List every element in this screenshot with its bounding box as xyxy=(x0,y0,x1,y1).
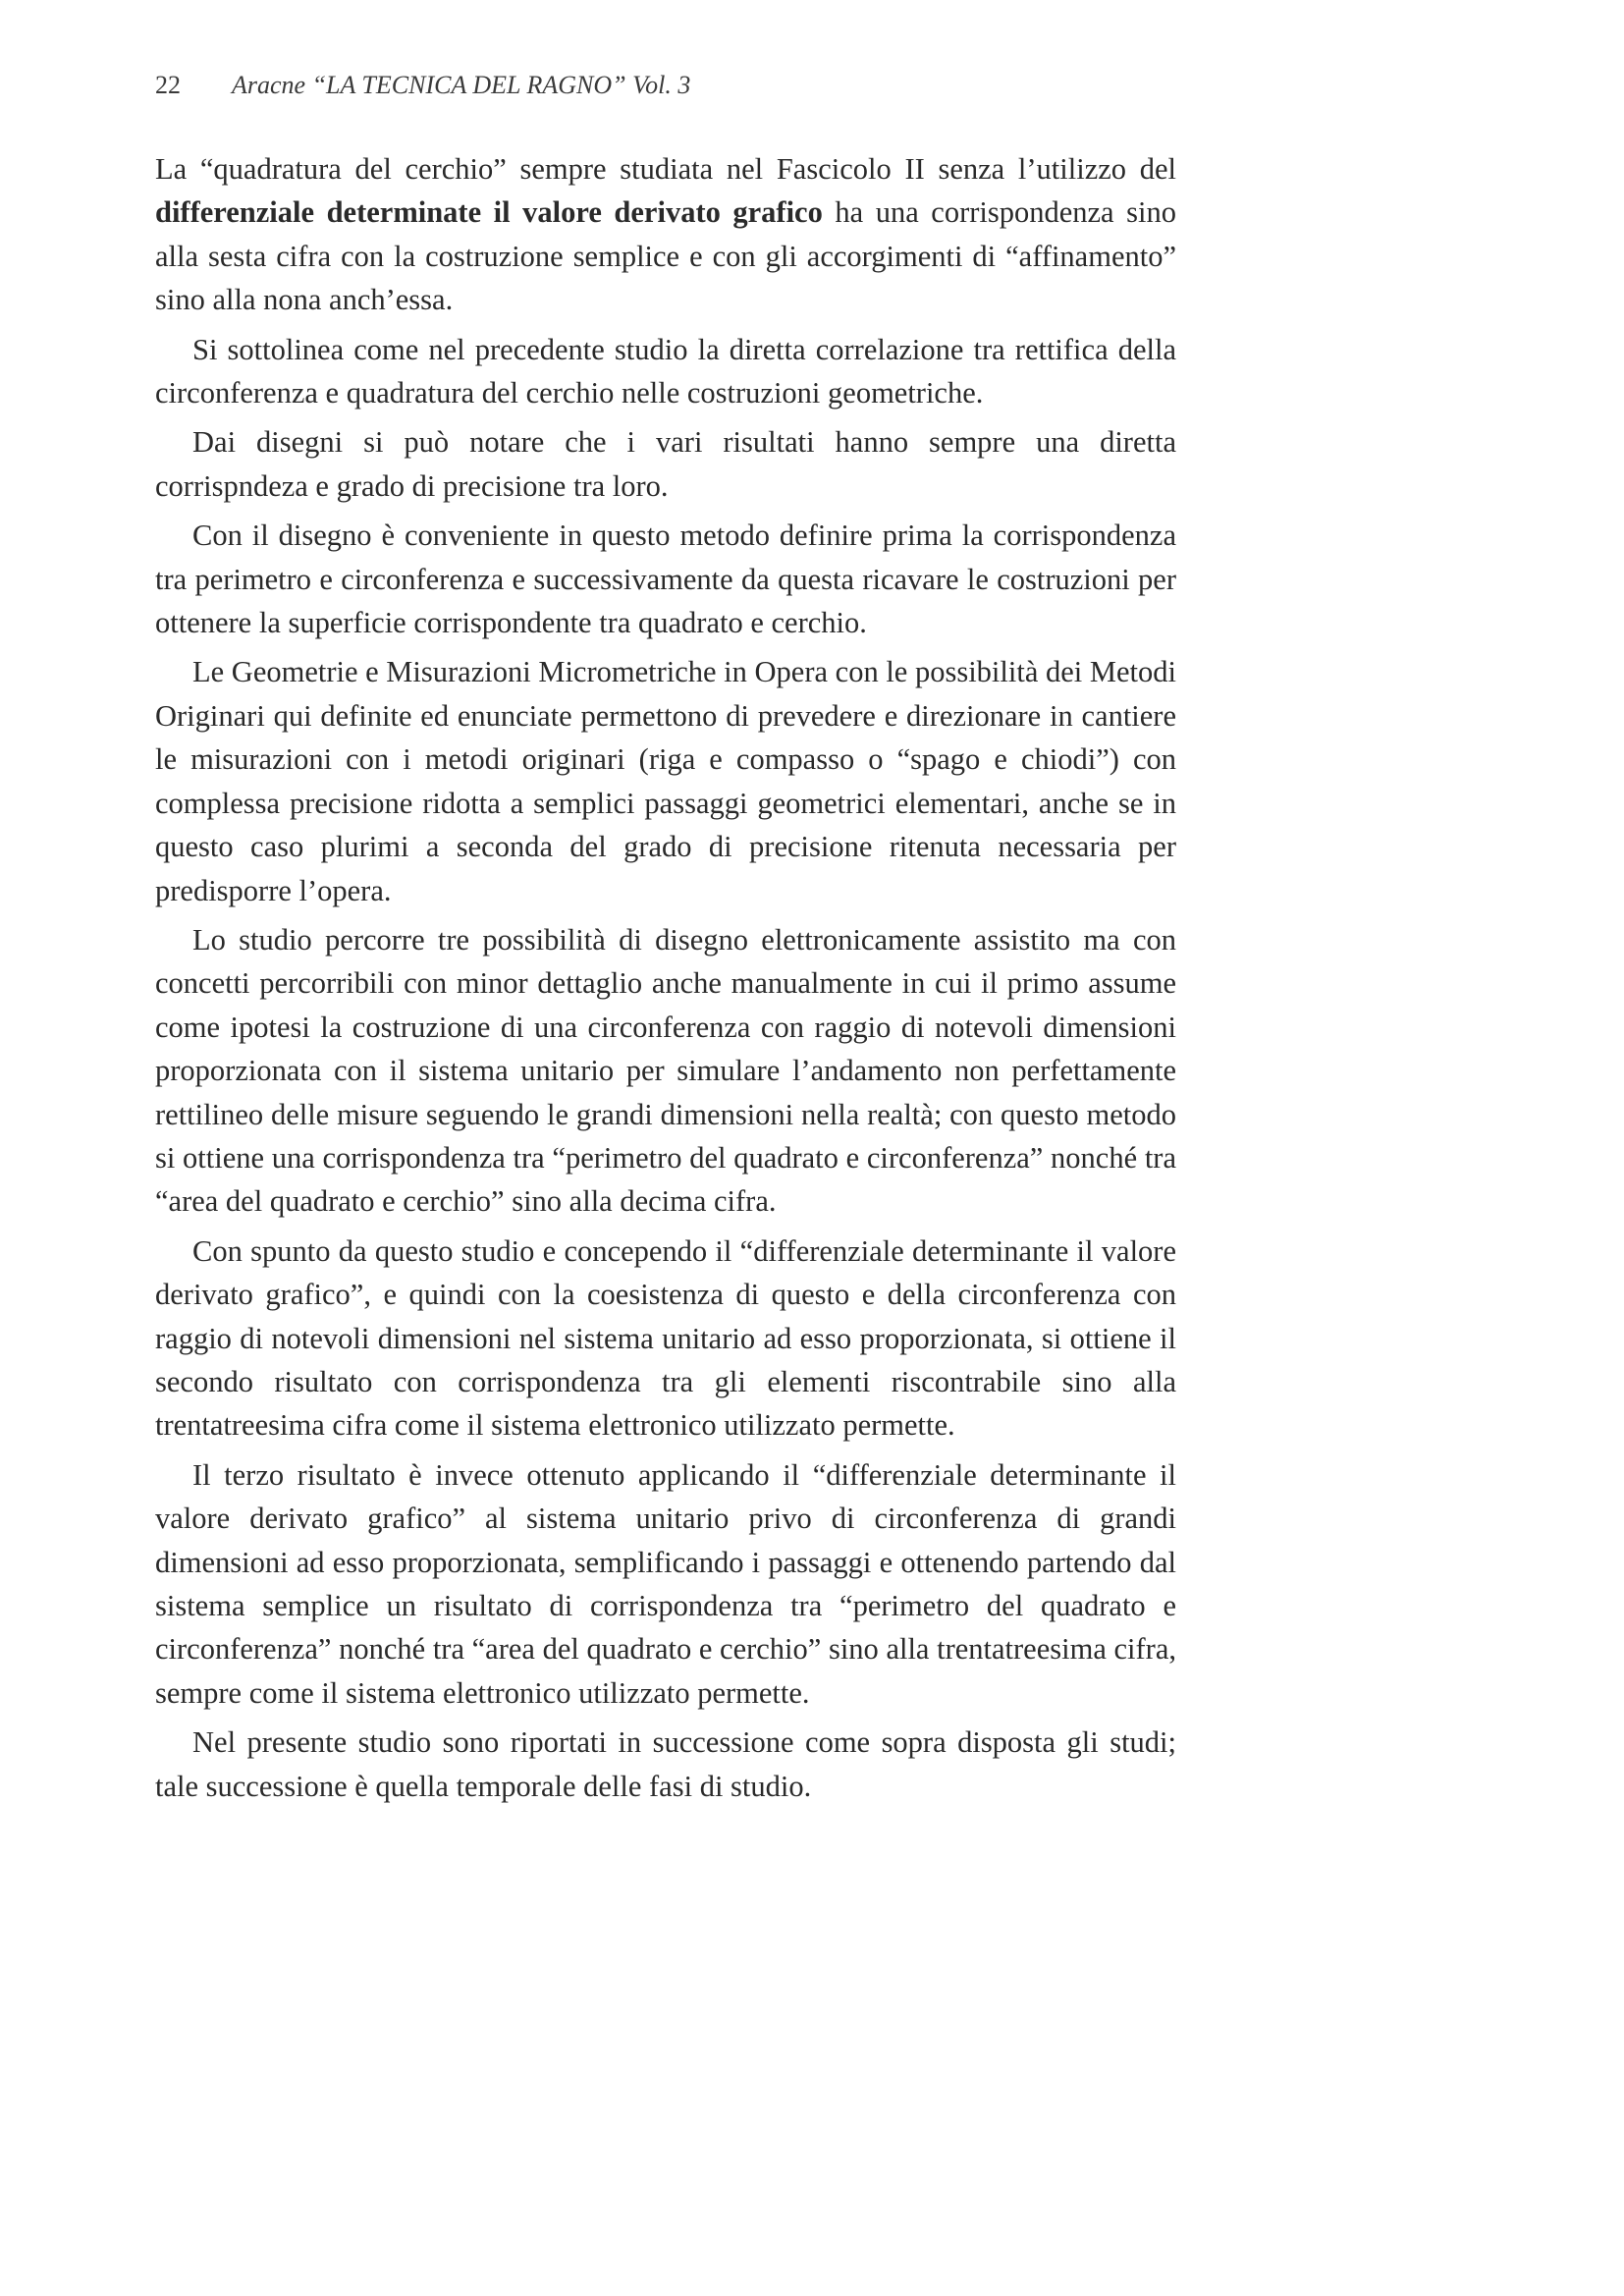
paragraph-9: Nel presente studio sono riportati in successione come sopra disposta gli studi; tale successione è quella temporale delle fasi di studio. xyxy=(155,1725,1176,1803)
running-title: Aracne “LA TECNICA DEL RAGNO” Vol. 3 xyxy=(232,71,691,99)
paragraph-1 xyxy=(155,147,1176,322)
text-body xyxy=(155,147,1176,1814)
paragraph-7: Con spunto da questo studio e concependo il “differenziale determinante il valore derivato grafico”, e quindi con la coesistenza di questo e della circonferenza con raggio di notevoli dimensioni nel sistema unitario ad esso proporzionata, si ottiene il secondo risultato con corrispondenza tra gli elementi riscontrabile sino alla trentatreesima cifra come il sistema elettronico utilizzato permette. xyxy=(155,1233,1176,1443)
paragraph-2: Si sottolinea come nel precedente studio la diretta correlazione tra rettifica della circonferenza e quadratura del cerchio nelle costruzioni geometriche. xyxy=(155,332,1176,410)
running-header xyxy=(155,71,690,100)
paragraph-6: Lo studio percorre tre possibilità di disegno elettronicamente assistito ma con concetti percorribili con minor dettaglio anche manualmente in cui il primo assume come ipotesi la costruzione di una circonferenza con raggio di notevoli dimensioni proporzionata con il sistema unitario per simulare l’andamento non perfettamente rettilineo delle misure seguendo le grandi dimensioni nella realtà; con questo metodo si ottiene una corrispondenza tra “perimetro del quadrato e circonferenza” nonché tra “area del quadrato e cerchio” sino alla decima cifra. xyxy=(155,922,1176,1219)
paragraph-3: Dai disegni si può notare che i vari risultati hanno sempre una diretta corrispndeza e grado di precisione tra loro. xyxy=(155,425,1176,503)
paragraph-1-lead: La “quadratura del cerchio” sempre studiata nel Fascicolo II senza l’utilizzo del xyxy=(155,152,1176,186)
paragraph-8: Il terzo risultato è invece ottenuto applicando il “differenziale determinante il valore derivato grafico” al sistema unitario privo di circonferenza di grandi dimensioni ad esso proporzionata, semplificando i passaggi e ottenendo partendo dal sistema semplice un risultato di corrispondenza tra “perimetro del quadrato e circonferenza” nonché tra “area del quadrato e cerchio” sino alla trentatreesima cifra, sempre come il sistema elettronico utilizzato permette. xyxy=(155,1457,1176,1710)
paragraph-5: Le Geometrie e Misurazioni Micrometriche in Opera con le possibilità dei Metodi Originari qui definite ed enunciate permettono di prevedere e direzionare in cantiere le misurazioni con i metodi originari (riga e compasso o “spago e chiodi”) con complessa precisione ridotta a semplici passaggi geometrici elementari, anche se in questo caso plurimi a seconda del grado di precisione ritenuta necessaria per predisporre l’opera. xyxy=(155,655,1176,907)
paragraph-1-tail: ha una corrispondenza sino alla sesta cifra con la costruzione semplice e con gli accorgimenti di “affinamento” sino alla nona anch’essa. xyxy=(155,195,1176,317)
page-number: 22 xyxy=(155,71,181,99)
bold-phrase: differenziale determinate il valore derivato grafico xyxy=(155,195,823,230)
paragraph-4: Con il disegno è conveniente in questo metodo definire prima la corrispondenza tra perimetro e circonferenza e successivamente da questa ricavare le costruzioni per ottenere la superficie corrispondente tra quadrato e cerchio. xyxy=(155,519,1176,640)
